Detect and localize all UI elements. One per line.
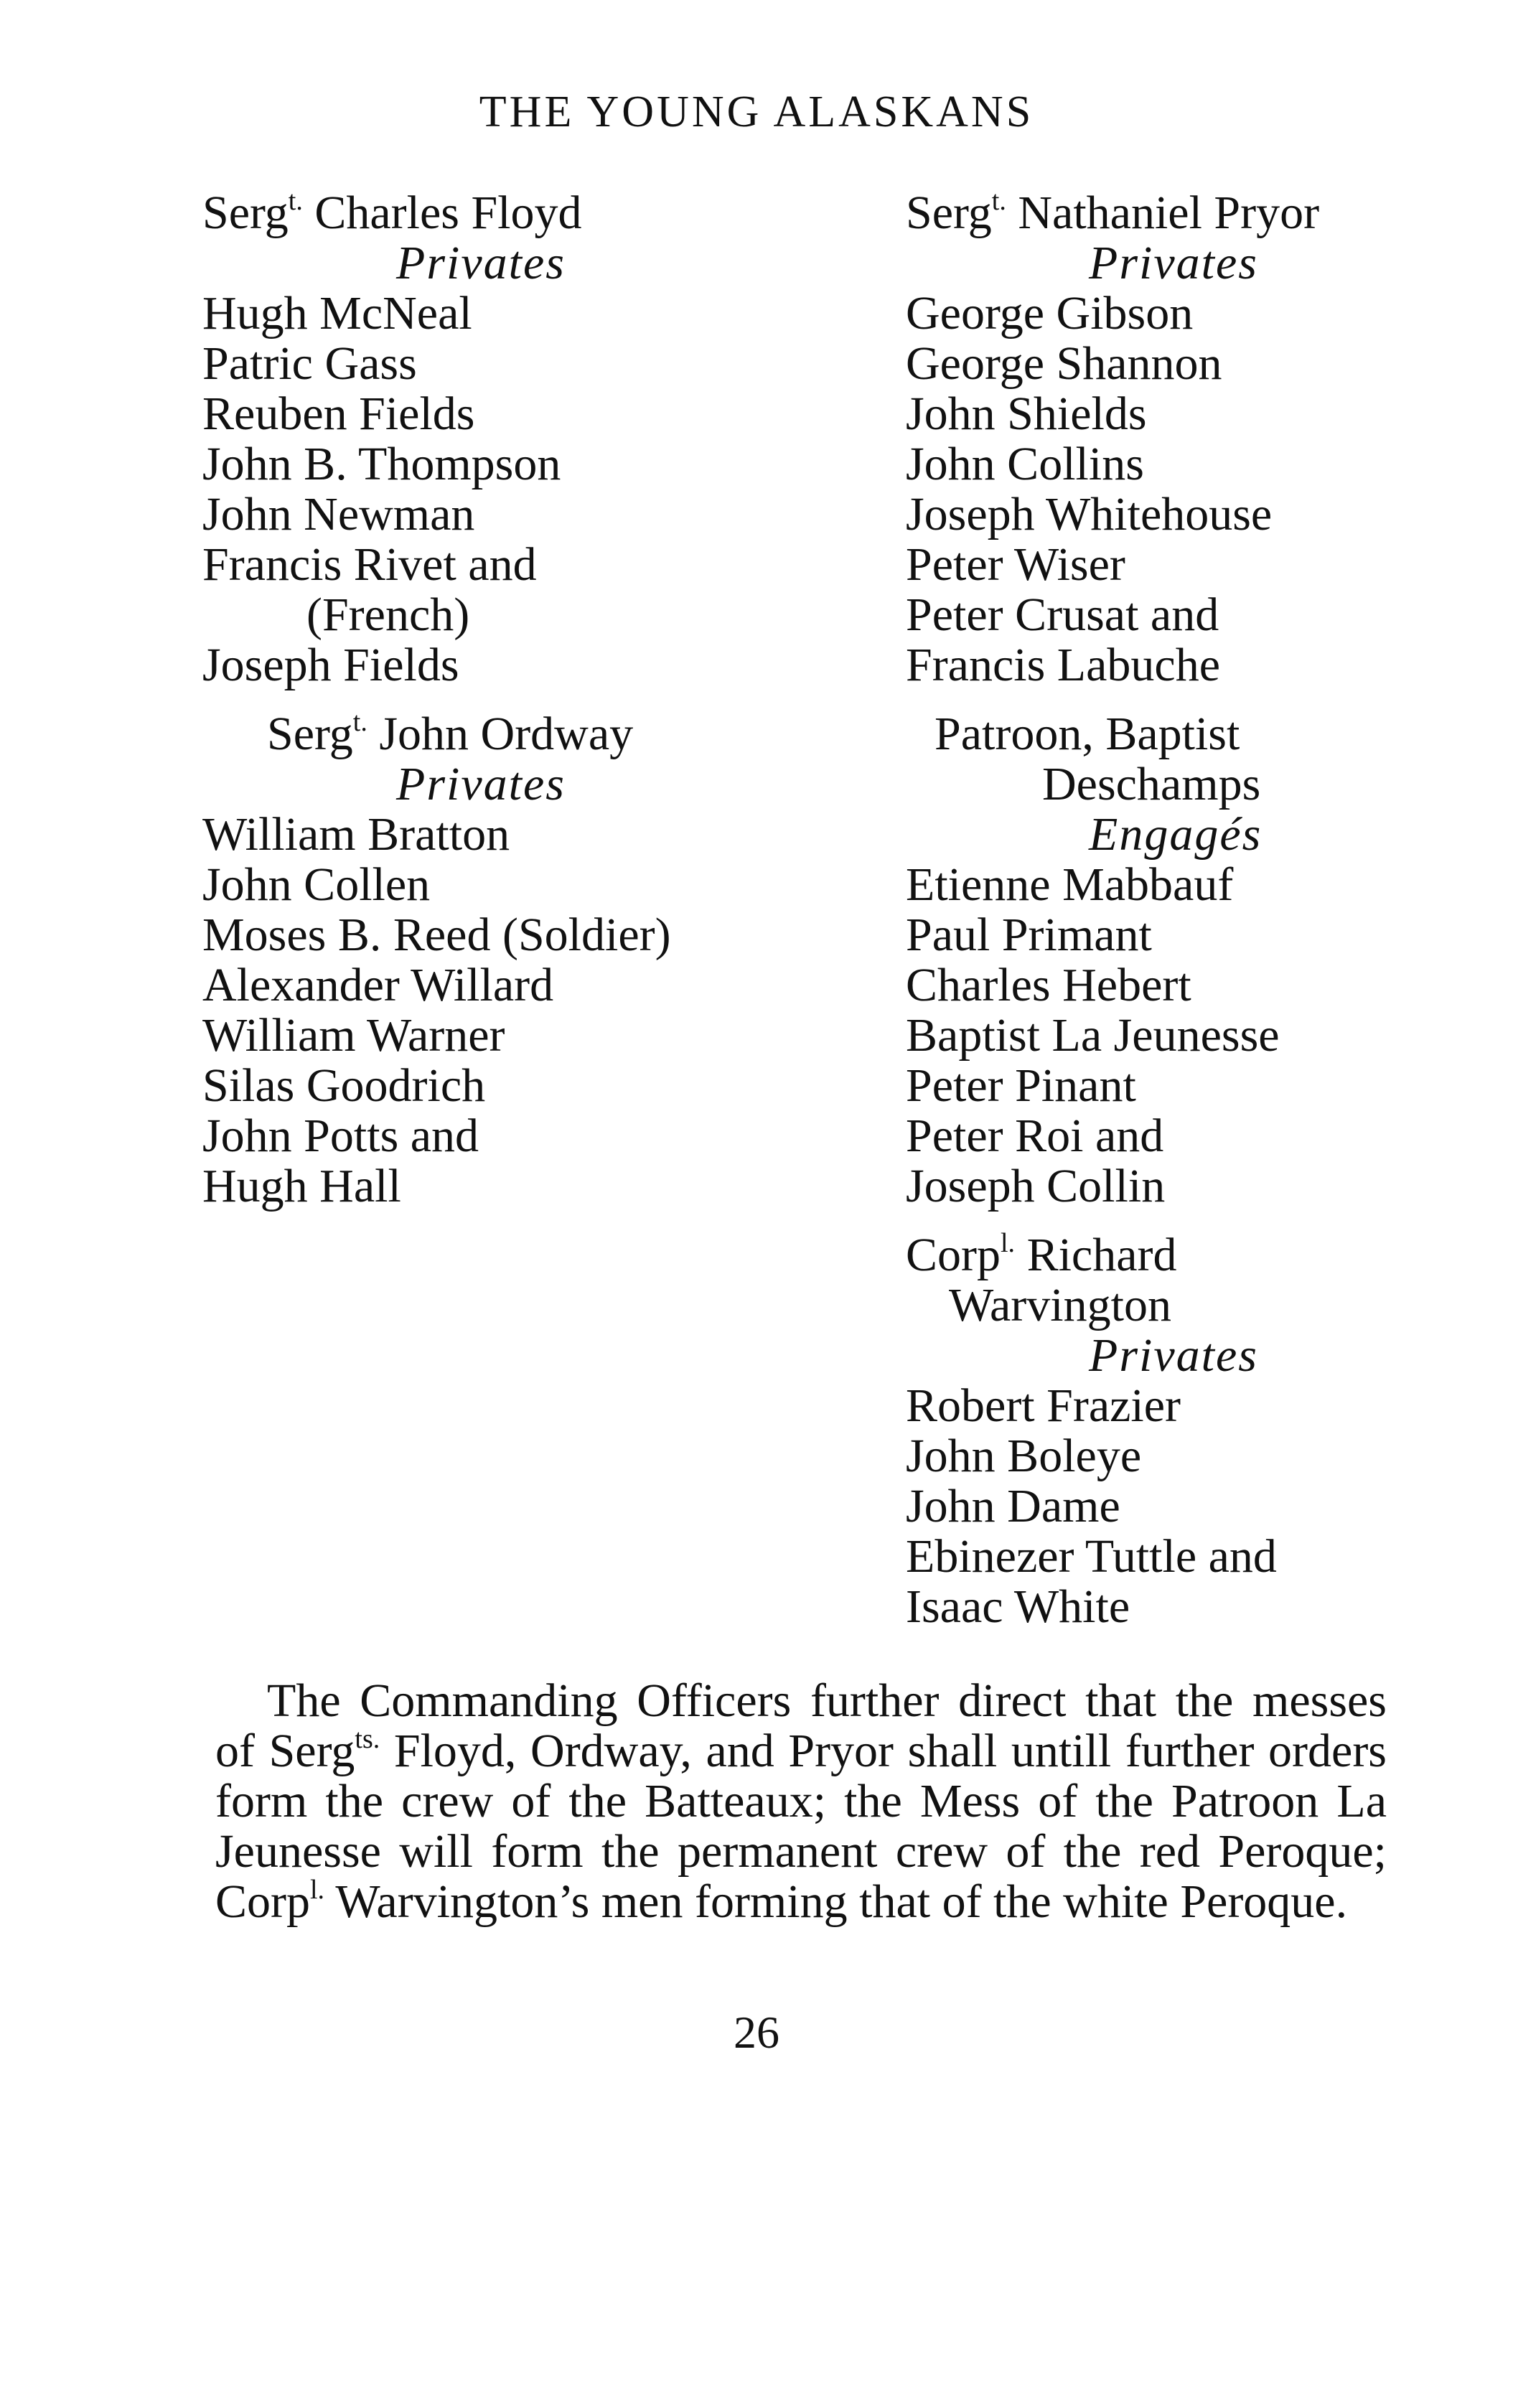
member-name: William Warner bbox=[202, 1009, 505, 1062]
left-column bbox=[202, 188, 834, 1230]
member-name: Reuben Fields bbox=[202, 388, 475, 440]
sergeant-name: John Ordway bbox=[379, 708, 634, 760]
paragraph-text: The Commanding Officers further direct that the messes of Serg bbox=[215, 1674, 1387, 1777]
paragraph-text: Floyd, Ordway, and Pryor shall untill further orders form the crew of the Batteaux; the Mess of the Patroon La Jeunesse will form the permanent crew of the red Peroque; Corp bbox=[215, 1725, 1387, 1928]
privates-heading: Privates bbox=[396, 758, 566, 810]
member-note: (French) bbox=[306, 589, 470, 641]
body-paragraph bbox=[215, 1676, 1387, 1927]
patroon-line: Patroon, Baptist bbox=[934, 708, 1240, 760]
corporal-name: Richard bbox=[1026, 1229, 1177, 1281]
privates-heading: Privates bbox=[1089, 1329, 1258, 1382]
sergeant-line bbox=[202, 188, 834, 238]
running-head: THE YOUNG ALASKANS bbox=[479, 88, 1034, 136]
member-name: George Shannon bbox=[906, 337, 1222, 390]
member-name: William Bratton bbox=[202, 808, 510, 861]
member-name: John Dame bbox=[906, 1480, 1120, 1532]
mess-floyd bbox=[202, 188, 834, 690]
rank-prefix: Serg bbox=[906, 187, 992, 239]
rank-superscript: t. bbox=[991, 186, 1006, 216]
member-name: Francis Labuche bbox=[906, 639, 1220, 691]
corporal-line bbox=[906, 1230, 1423, 1280]
member-name: Paul Primant bbox=[906, 909, 1152, 961]
engages-heading: Engagés bbox=[1089, 808, 1263, 861]
rank-superscript: t. bbox=[352, 707, 367, 737]
member-name: Isaac White bbox=[906, 1580, 1130, 1633]
member-name: Joseph Whitehouse bbox=[906, 488, 1273, 540]
patroon-name: Deschamps bbox=[1042, 758, 1261, 810]
paragraph-text: Warvington’s men forming that of the white Peroque. bbox=[324, 1875, 1348, 1928]
member-name: John B. Thompson bbox=[202, 438, 561, 490]
member-name: John Boleye bbox=[906, 1430, 1142, 1482]
sergeant-name: Nathaniel Pryor bbox=[1018, 187, 1320, 239]
member-name: John Shields bbox=[906, 388, 1147, 440]
member-name: Etienne Mabbauf bbox=[906, 858, 1234, 911]
rank-prefix: Corp bbox=[906, 1229, 1001, 1281]
member-name: Peter Pinant bbox=[906, 1059, 1136, 1112]
member-name: George Gibson bbox=[906, 287, 1194, 339]
member-name: Peter Crusat and bbox=[906, 589, 1219, 641]
member-name: Moses B. Reed (Soldier) bbox=[202, 909, 671, 961]
member-name: John Collen bbox=[202, 858, 431, 911]
member-name: Francis Rivet and bbox=[202, 538, 537, 591]
member-name: Ebinezer Tuttle and bbox=[906, 1530, 1277, 1583]
member-name: Peter Wiser bbox=[906, 538, 1125, 591]
paragraph-superscript: l. bbox=[310, 1875, 325, 1905]
privates-heading: Privates bbox=[396, 237, 566, 289]
member-name: Robert Frazier bbox=[906, 1379, 1181, 1432]
sergeant-line bbox=[906, 188, 1423, 238]
rank-prefix: Serg bbox=[267, 708, 353, 760]
rank-prefix: Serg bbox=[202, 187, 289, 239]
paragraph-superscript: ts. bbox=[355, 1724, 380, 1754]
sergeant-line bbox=[202, 709, 834, 759]
member-name: John Potts and bbox=[202, 1110, 479, 1162]
mess-ordway bbox=[202, 709, 834, 1212]
mess-pryor bbox=[906, 188, 1423, 690]
rank-superscript: t. bbox=[288, 186, 303, 216]
mess-warvington bbox=[906, 1230, 1423, 1632]
member-name: Joseph Fields bbox=[202, 639, 459, 691]
privates-heading: Privates bbox=[1089, 237, 1258, 289]
member-name: Alexander Willard bbox=[202, 959, 554, 1011]
corporal-surname: Warvington bbox=[949, 1279, 1171, 1331]
member-name: Joseph Collin bbox=[906, 1160, 1166, 1212]
member-name: Silas Goodrich bbox=[202, 1059, 486, 1112]
member-name: Hugh McNeal bbox=[202, 287, 472, 339]
member-name: Baptist La Jeunesse bbox=[906, 1009, 1280, 1062]
mess-patroon bbox=[906, 709, 1423, 1212]
member-name: John Newman bbox=[202, 488, 475, 540]
member-name: John Collins bbox=[906, 438, 1144, 490]
member-name: Charles Hebert bbox=[906, 959, 1191, 1011]
member-name: Peter Roi and bbox=[906, 1110, 1164, 1162]
page-number: 26 bbox=[734, 2007, 779, 2058]
right-column bbox=[906, 188, 1423, 1651]
member-name: Hugh Hall bbox=[202, 1160, 401, 1212]
sergeant-name: Charles Floyd bbox=[314, 187, 582, 239]
rank-superscript: l. bbox=[1001, 1228, 1016, 1258]
member-name: Patric Gass bbox=[202, 337, 417, 390]
